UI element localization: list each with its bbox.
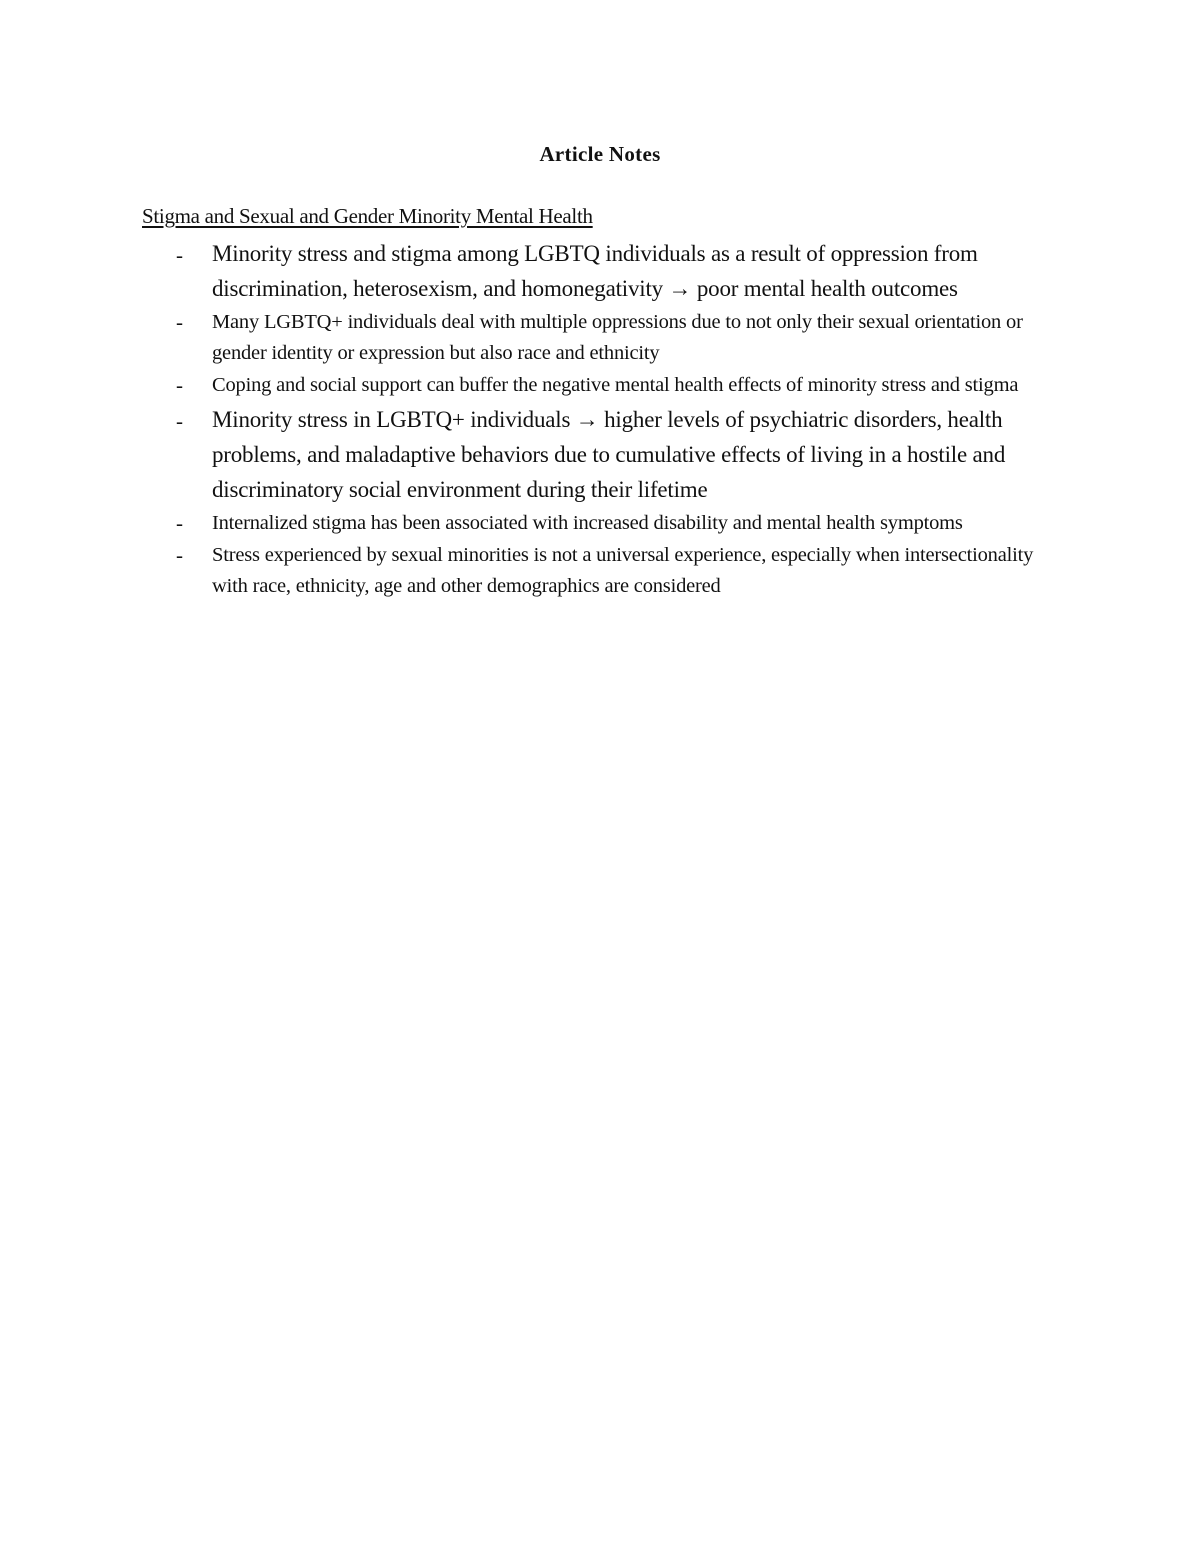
bullet-dash: - bbox=[176, 310, 183, 334]
list-item bbox=[142, 236, 1062, 306]
list-item bbox=[142, 508, 1062, 539]
list-item bbox=[142, 402, 1062, 507]
list-item bbox=[142, 370, 1062, 401]
note-text: Stress experienced by sexual minorities is not a universal experience, especially when intersectionality with race, ethnicity, age and other demographics are considered bbox=[212, 544, 1034, 597]
bullet-dash: - bbox=[176, 409, 183, 433]
bullet-dash: - bbox=[176, 373, 183, 397]
bullet-dash: - bbox=[176, 511, 183, 535]
note-text: Minority stress in LGBTQ+ individuals → higher levels of psychiatric disorders, health problems, and maladaptive behaviors due to cumulative effects of living in a hostile and discriminatory social environment during their lifetime bbox=[212, 407, 1006, 502]
list-item bbox=[142, 540, 1062, 602]
notes-list bbox=[142, 236, 1062, 603]
note-text: Many LGBTQ+ individuals deal with multiple oppressions due to not only their sexual orientation or gender identity or expression but also race and ethnicity bbox=[212, 311, 1023, 364]
note-text: Internalized stigma has been associated with increased disability and mental health symptoms bbox=[212, 512, 963, 534]
bullet-dash: - bbox=[176, 243, 183, 267]
note-text: Minority stress and stigma among LGBTQ individuals as a result of oppression from discrimination, heterosexism, and homonegativity → poor mental health outcomes bbox=[212, 241, 978, 301]
section-heading: Stigma and Sexual and Gender Minority Mental Health bbox=[142, 204, 593, 228]
note-text: Coping and social support can buffer the negative mental health effects of minority stress and stigma bbox=[212, 374, 1019, 396]
list-item bbox=[142, 307, 1062, 369]
document-title: Article Notes bbox=[539, 142, 661, 166]
bullet-dash: - bbox=[176, 543, 183, 567]
